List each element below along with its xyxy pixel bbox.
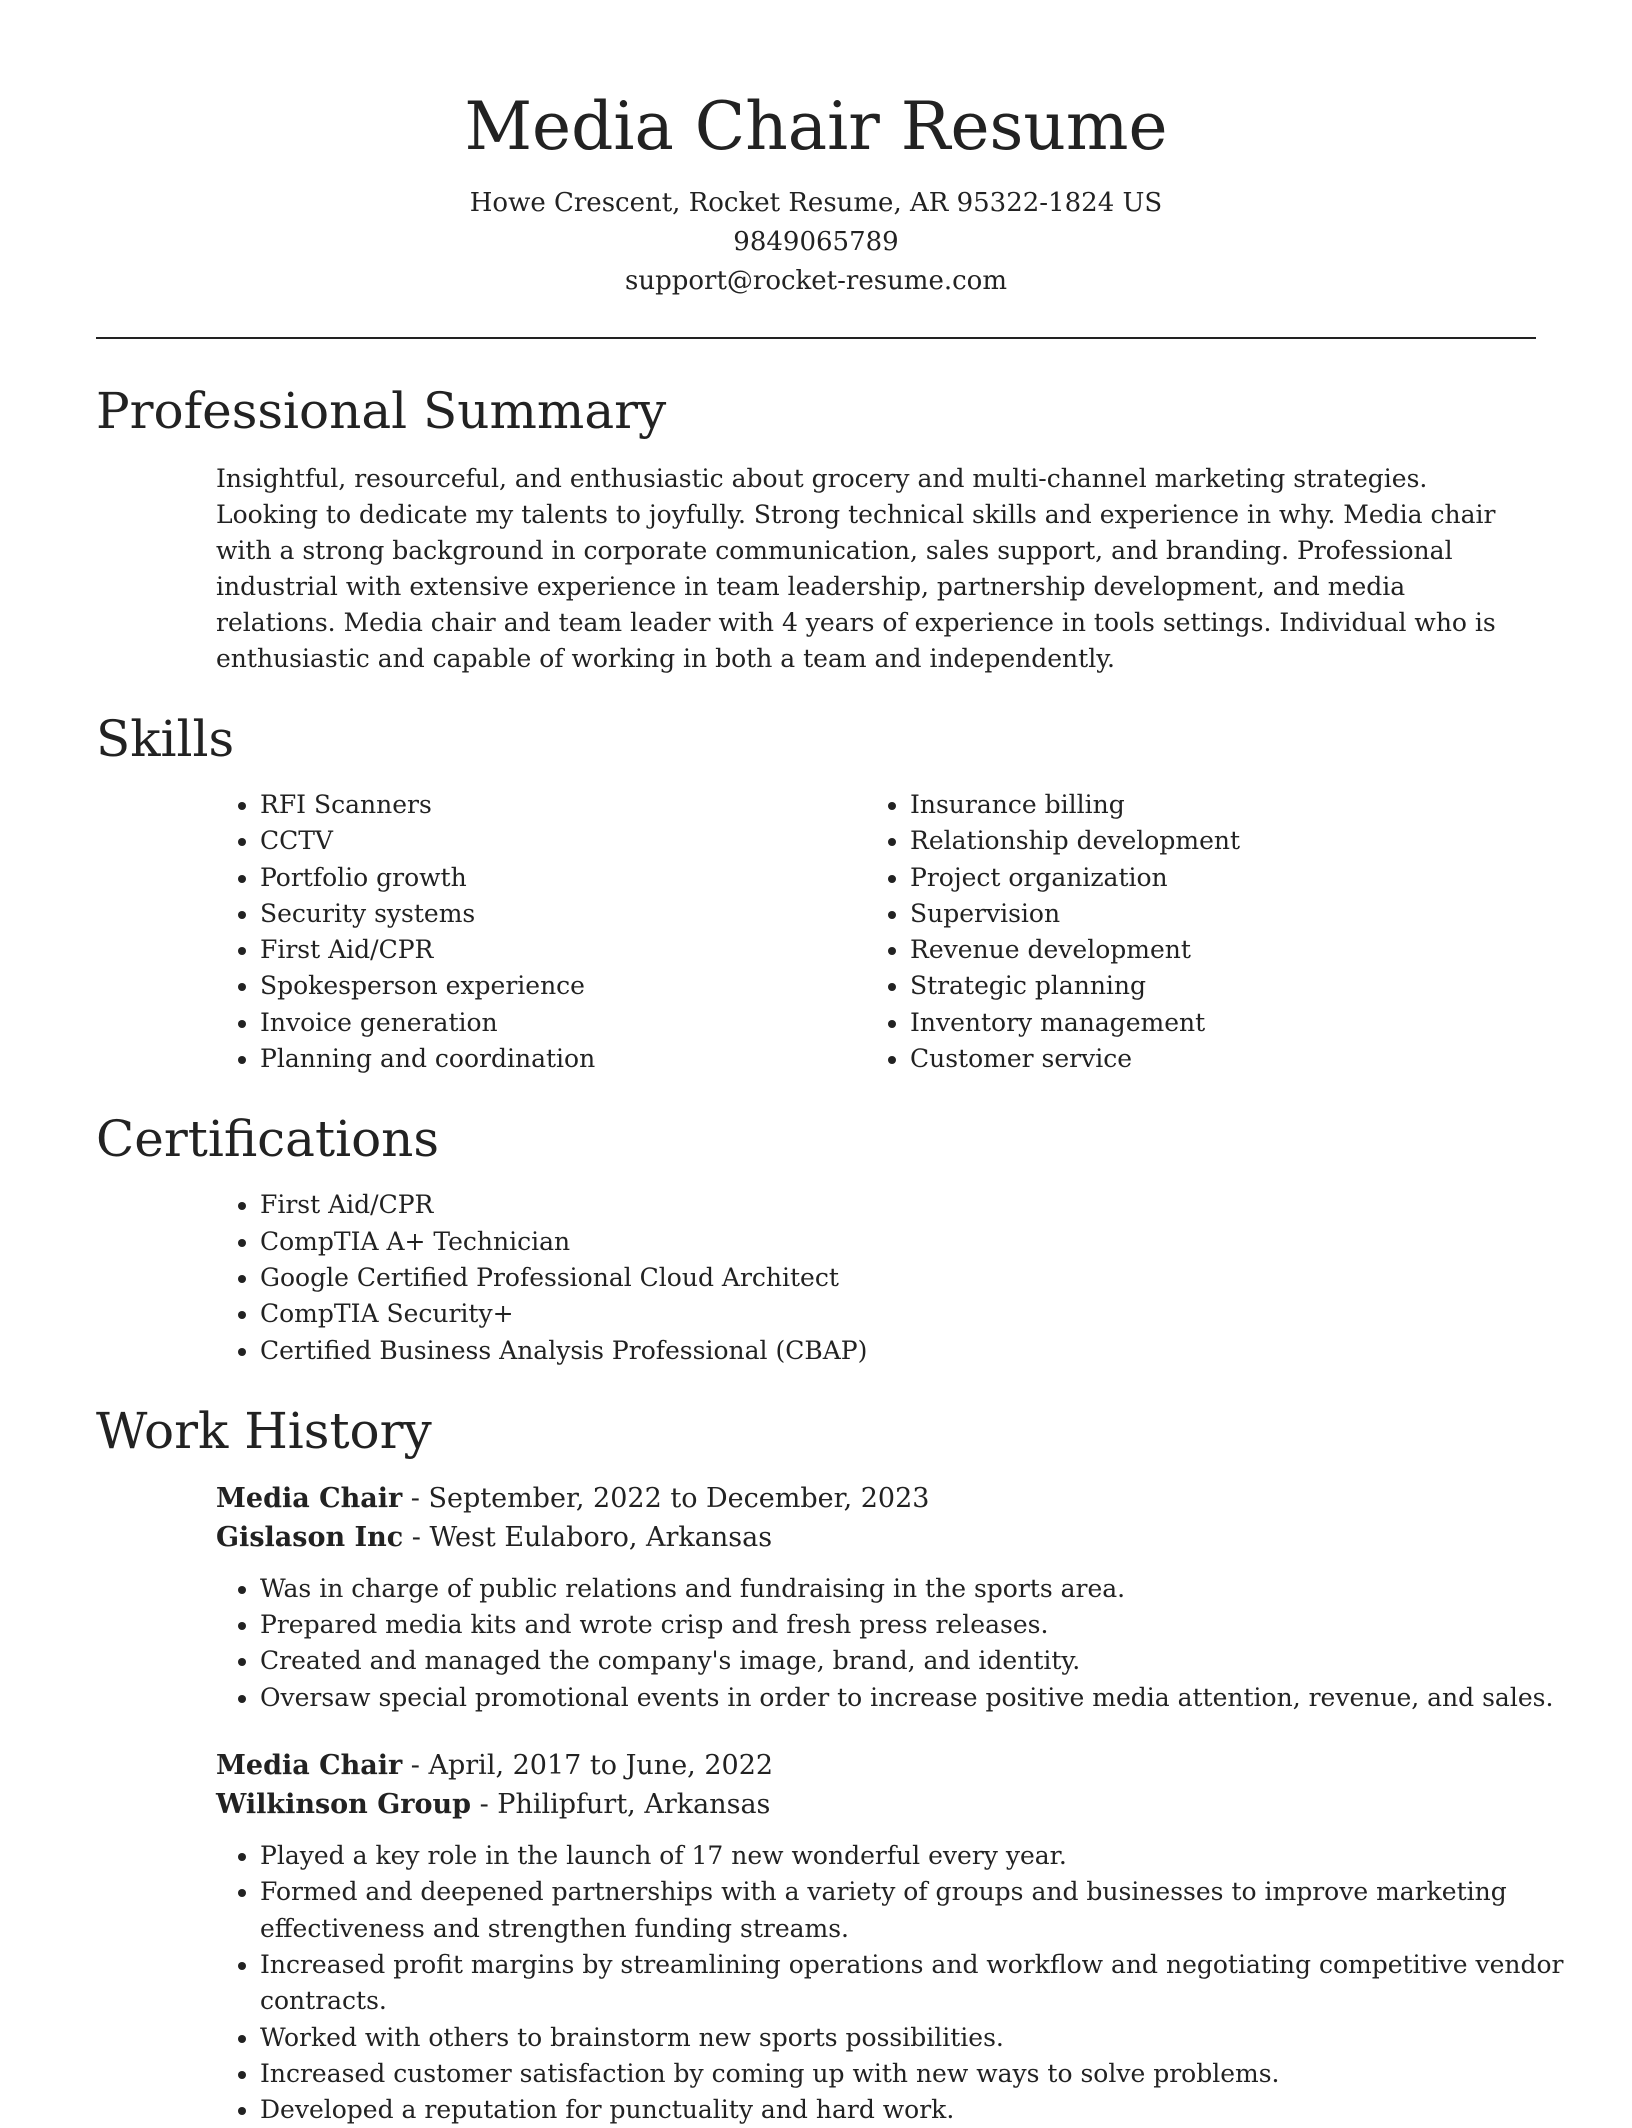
certification-item: • CompTIA A+ Technician	[260, 1224, 1536, 1260]
job-title: Media Chair	[216, 1482, 403, 1514]
skills-column-right	[866, 787, 1516, 1077]
summary-text: Insightful, resourceful, and enthusiastic about grocery and multi-channel marketing strategies. Looking to dedicate my talents to joyfully. Strong technical skills and experience in why. Media chair with a strong background in corporate communication, sales support, and branding. Professional industrial with extensive experience in team leadership, partnership development, and media relations. Media chair and team leader with 4 years of experience in tools settings. Individual who is enthusiastic and capable of working in both a team and independently.	[216, 464, 1496, 673]
skill-item: • Supervision	[910, 896, 1516, 932]
skill-item: • Portfolio growth	[260, 860, 866, 896]
skill-item: • Spokesperson experience	[260, 968, 866, 1004]
job-company-line	[216, 1518, 1536, 1557]
skill-item: • First Aid/CPR	[260, 932, 866, 968]
job-company: Gislason Inc	[216, 1521, 404, 1553]
skill-item: • Project organization	[910, 860, 1516, 896]
summary-heading: Professional Summary	[96, 382, 667, 440]
job-title-line	[216, 1479, 1536, 1518]
job-duty-item: • Created and managed the company's image, brand, and identity.	[260, 1643, 1620, 1679]
job-location: - West Eulaboro, Arkansas	[403, 1521, 773, 1553]
job-entry	[216, 1746, 1564, 2128]
skill-item: • RFI Scanners	[260, 787, 866, 823]
job-duties	[216, 1571, 1620, 1716]
contact-phone: 9849065789	[733, 227, 899, 257]
skills-section	[96, 707, 1536, 1077]
contact-email: support@rocket-resume.com	[624, 266, 1007, 296]
job-duty-item: • Oversaw special promotional events in order to increase positive media attention, revenue, and sales.	[260, 1680, 1620, 1716]
skill-item: • Inventory management	[910, 1005, 1516, 1041]
resume-page	[96, 0, 1564, 2128]
job-location: - Philipfurt, Arkansas	[471, 1789, 771, 1821]
job-title-line	[216, 1746, 1536, 1785]
certifications-heading: Certifications	[96, 1110, 440, 1169]
job-duty-item: • Played a key role in the launch of 17 new wonderful every year.	[260, 1838, 1620, 1874]
header-divider	[96, 337, 1536, 339]
skill-item: • Revenue development	[910, 932, 1516, 968]
certifications-list	[216, 1187, 1536, 1368]
skill-item: • Relationship development	[910, 823, 1516, 859]
job-dates: - September, 2022 to December, 2023	[402, 1482, 930, 1514]
resume-title: Media Chair Resume	[464, 88, 1168, 165]
certification-item: • First Aid/CPR	[260, 1187, 1536, 1223]
job-duty-item: • Increased customer satisfaction by coming up with new ways to solve problems.	[260, 2056, 1620, 2092]
job-entry	[216, 1479, 1554, 1716]
job-company: Wilkinson Group	[216, 1789, 471, 1821]
skill-item: • Invoice generation	[260, 1005, 866, 1041]
certifications-section	[96, 1107, 1536, 1368]
work-history-heading: Work History	[96, 1401, 432, 1460]
resume-header	[96, 0, 1536, 301]
contact-info	[96, 184, 1536, 301]
work-history-section	[96, 1399, 1564, 2128]
summary-section	[96, 379, 1536, 677]
skills-column-left	[216, 787, 866, 1077]
certification-item: • Google Certified Professional Cloud Architect	[260, 1260, 1536, 1296]
certification-item: • CompTIA Security+	[260, 1296, 1536, 1332]
job-company-line	[216, 1785, 1536, 1824]
skill-item: • Customer service	[910, 1041, 1516, 1077]
skills-list	[216, 787, 1536, 1077]
job-dates: - April, 2017 to June, 2022	[402, 1750, 774, 1782]
skill-item: • Security systems	[260, 896, 866, 932]
job-duty-item: • Formed and deepened partnerships with a variety of groups and businesses to improve marketing effectiveness and strengthen funding streams.	[260, 1874, 1620, 1947]
skill-item: • CCTV	[260, 823, 866, 859]
job-duty-item: • Was in charge of public relations and fundraising in the sports area.	[260, 1571, 1620, 1607]
contact-address: Howe Crescent, Rocket Resume, AR 95322-1824 US	[469, 188, 1163, 218]
job-duty-item: • Developed a reputation for punctuality and hard work.	[260, 2092, 1620, 2128]
skill-item: • Strategic planning	[910, 968, 1516, 1004]
job-duty-item: • Worked with others to brainstorm new sports possibilities.	[260, 2020, 1620, 2056]
job-duty-item: • Prepared media kits and wrote crisp and fresh press releases.	[260, 1607, 1620, 1643]
skills-heading: Skills	[96, 710, 235, 768]
skill-item: • Insurance billing	[910, 787, 1516, 823]
job-title: Media Chair	[216, 1750, 403, 1782]
job-duty-item: • Increased profit margins by streamlining operations and workflow and negotiating competitive vendor contracts.	[260, 1947, 1620, 2020]
skill-item: • Planning and coordination	[260, 1041, 866, 1077]
certification-item: • Certified Business Analysis Professional (CBAP)	[260, 1333, 1536, 1369]
job-duties	[216, 1838, 1620, 2128]
